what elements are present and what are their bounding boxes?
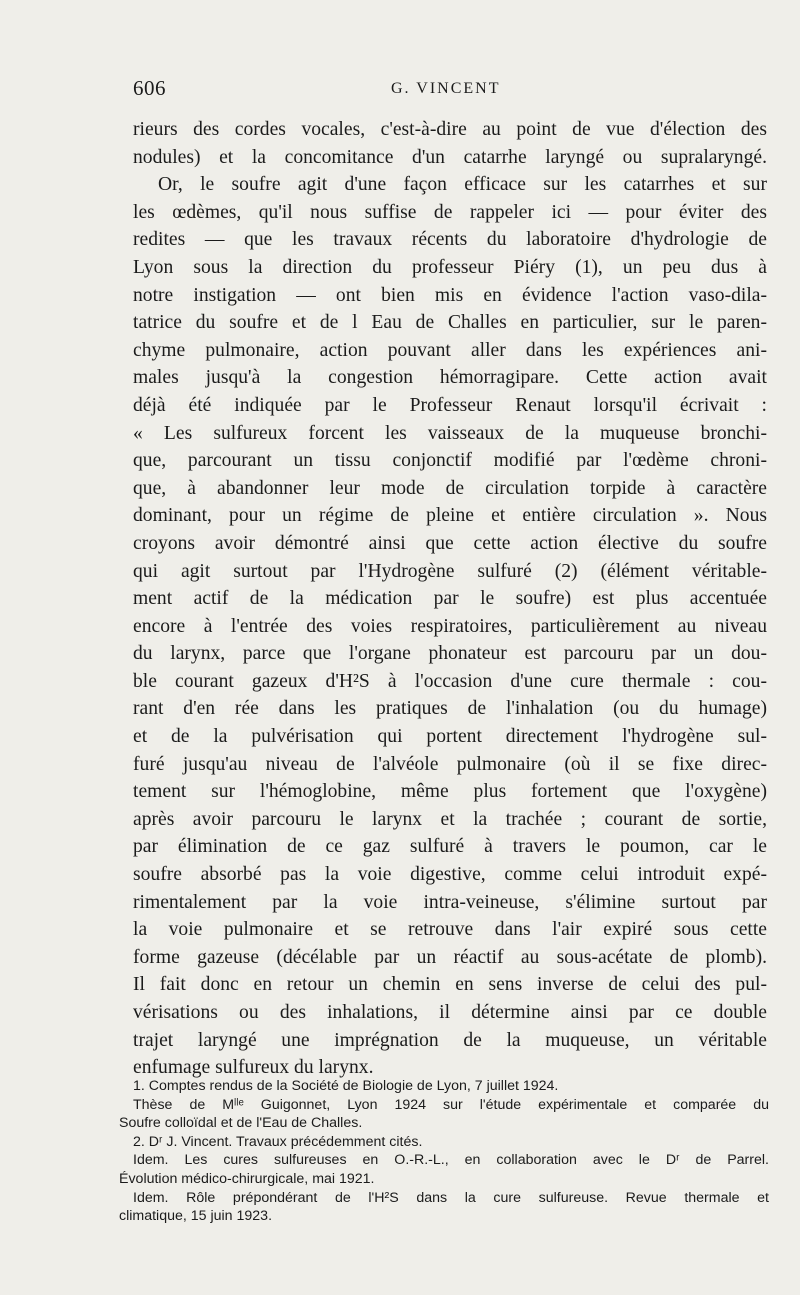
text-line: que, parcourant un tissu conjonctif modifié par l'œdème chroni- [133,450,767,472]
text-line: et de la pulvérisation qui portent directement l'hydrogène sul- [133,726,767,748]
text-line: par élimination de ce gaz sulfuré à travers le poumon, car le [133,836,767,858]
text-line: enfumage sulfureux du larynx. [133,1057,374,1079]
text-line: nodules) et la concomitance d'un catarrhe laryngé ou supralaryngé. [133,146,767,168]
text-line: tement sur l'hémoglobine, même plus fortement que l'oxygène) [133,781,767,803]
text-line: furé jusqu'au niveau de l'alvéole pulmonaire (où il se fixe direc- [133,753,767,775]
text-line: vérisations ou des inhalations, il détermine ainsi par ce double [133,1002,767,1023]
footnote-line: Idem. Les cures sulfureuses en O.-R.-L., en collaboration avec le Dʳ de Parrel. [133,1152,769,1169]
text-line: déjà été indiquée par le Professeur Renaut lorsqu'il écrivait : [133,394,767,416]
text-line: la voie pulmonaire et se retrouve dans l'air expiré sous cette [133,919,767,941]
text-line: notre instigation — ont bien mis en évidence l'action vaso-dila- [133,284,767,306]
footnote-line: 2. Dʳ J. Vincent. Travaux précédemment cités. [133,1133,423,1150]
page-number: 606 [133,76,166,100]
text-line: du larynx, parce que l'organe phonateur est parcouru par un dou- [133,643,767,665]
text-line: Lyon sous la direction du professeur Piéry (1), un peu dus à [133,256,767,278]
text-line: encore à l'entrée des voies respiratoires, particulièrement au niveau [133,615,767,637]
footnote-line: climatique, 15 juin 1923. [119,1208,273,1225]
text-line: les œdèmes, qu'il nous suffise de rappeler ici — pour éviter des [133,201,767,223]
text-line: Or, le soufre agit d'une façon efficace sur les catarrhes et sur [158,174,767,196]
text-line: qui agit surtout par l'Hydrogène sulfuré (2) (élément véritable- [133,560,767,582]
footnote-line: 1. Comptes rendus de la Société de Biologie de Lyon, 7 juillet 1924. [133,1078,559,1094]
text-line: après avoir parcouru le larynx et la trachée ; courant de sortie, [133,808,767,830]
text-line: croyons avoir démontré ainsi que cette action élective du soufre [133,532,767,554]
footnote-line: Soufre colloïdal et de l'Eau de Challes. [119,1115,363,1132]
text-line: males jusqu'à la congestion hémorragipare. Cette action avait [133,367,767,389]
footnote-line: Évolution médico-chirurgicale, mai 1921. [119,1170,375,1187]
footnote-line: Idem. Rôle prépondérant de l'H²S dans la cure sulfureuse. Revue thermale et [133,1189,769,1206]
text-line: rieurs des cordes vocales, c'est-à-dire au point de vue d'élection des [133,119,767,140]
text-line: soufre absorbé pas la voie digestive, comme celui introduit expé- [133,864,767,886]
body-text [133,116,767,1082]
text-line: ment actif de la médication par le soufre) est plus accentuée [133,588,767,610]
footnote-line: Thèse de Mˡˡᵉ Guigonnet, Lyon 1924 sur l'étude expérimentale et comparée du [133,1096,769,1113]
text-line: chyme pulmonaire, action pouvant aller dans les expériences ani- [133,339,767,361]
text-line: ble courant gazeux d'H²S à l'occasion d'une cure thermale : cou- [133,670,767,692]
running-head: G. VINCENT [391,80,501,97]
text-line: forme gazeuse (décélable par un réactif au sous-acétate de plomb). [133,946,767,968]
text-line: trajet laryngé une imprégnation de la muqueuse, un véritable [133,1029,767,1051]
text-line: tatrice du soufre et de l Eau de Challes en particulier, sur le paren- [133,312,767,334]
page-header [133,76,681,106]
text-line: que, à abandonner leur mode de circulation torpide à caractère [133,477,767,499]
text-line: rant d'en rée dans les pratiques de l'inhalation (ou du humage) [133,698,767,720]
text-line: redites — que les travaux récents du laboratoire d'hydrologie de [133,229,767,251]
text-line: dominant, pour un régime de pleine et entière circulation ». Nous [133,505,767,527]
text-line: Il fait donc en retour un chemin en sens inverse de celui des pul- [133,974,767,996]
text-line: rimentalement par la voie intra-veineuse, s'élimine surtout par [133,891,767,913]
text-line: « Les sulfureux forcent les vaisseaux de la muqueuse bronchi- [133,422,767,444]
footnotes [119,1077,769,1226]
